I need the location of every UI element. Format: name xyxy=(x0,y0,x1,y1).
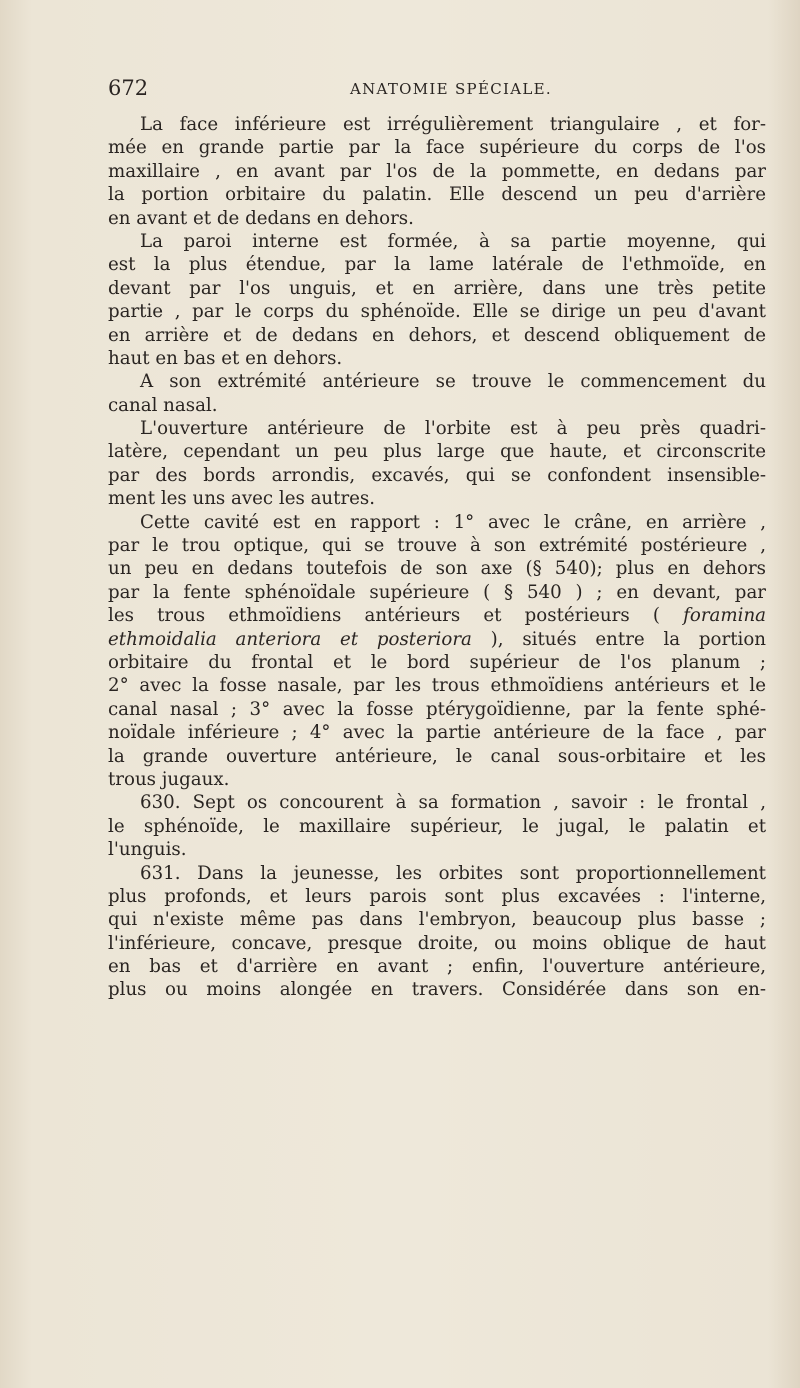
text-line: par la fente sphénoïdale supérieure ( § 540 ) ; en devant, par xyxy=(108,581,766,603)
text-line: La paroi interne est formée, à sa partie moyenne, qui xyxy=(140,230,766,252)
text-line: ethmoidalia anteriora et posteriora ), situés entre la portion xyxy=(108,628,766,650)
text-line: noïdale inférieure ; 4° avec la partie antérieure de la face , par xyxy=(108,722,766,744)
text-line: le sphénoïde, le maxillaire supérieur, le jugal, le palatin et xyxy=(108,815,766,837)
text-line: mée en grande partie par la face supérieure du corps de l'os xyxy=(108,137,766,159)
text-line: en avant et de dedans en dehors. xyxy=(108,207,414,229)
text-line: latère, cependant un peu plus large que haute, et circonscrite xyxy=(108,441,766,463)
text-line: qui n'existe même pas dans l'embryon, beaucoup plus basse ; xyxy=(108,909,766,931)
text-line: trous jugaux. xyxy=(108,768,230,790)
text-line: maxillaire , en avant par l'os de la pommette, en dedans par xyxy=(108,160,766,182)
text-line: la portion orbitaire du palatin. Elle descend un peu d'arrière xyxy=(108,184,766,206)
text-line: ment les uns avec les autres. xyxy=(108,488,376,510)
text-line: par le trou optique, qui se trouve à son extrémité postérieure , xyxy=(108,535,766,557)
page-number: 672 xyxy=(108,76,149,100)
text-line: L'ouverture antérieure de l'orbite est à peu près quadri- xyxy=(140,418,766,440)
text-line: les trous ethmoïdiens antérieurs et postérieurs ( foramina xyxy=(108,605,766,627)
text-line: la grande ouverture antérieure, le canal sous-orbitaire et les xyxy=(108,745,766,767)
text-line: 2° avec la fosse nasale, par les trous ethmoïdiens antérieurs et le xyxy=(108,675,766,697)
running-head: ANATOMIE SPÉCIALE. xyxy=(350,80,552,98)
text-line: en bas et d'arrière en avant ; enfin, l'ouverture antérieure, xyxy=(108,956,766,978)
text-line: canal nasal ; 3° avec la fosse ptérygoïdienne, par la fente sphé- xyxy=(108,698,766,720)
text-line: canal nasal. xyxy=(108,394,218,416)
text-line: est la plus étendue, par la lame latérale de l'ethmoïde, en xyxy=(108,254,766,276)
text-line: par des bords arrondis, excavés, qui se confondent insensible- xyxy=(108,464,766,486)
text-line: en arrière et de dedans en dehors, et descend obliquement de xyxy=(108,324,766,346)
text-line: 631. Dans la jeunesse, les orbites sont proportionnellement xyxy=(140,862,766,884)
text-line: orbitaire du frontal et le bord supérieur de l'os planum ; xyxy=(108,651,766,673)
text-line: La face inférieure est irrégulièrement triangulaire , et for- xyxy=(140,114,766,135)
text-line: l'unguis. xyxy=(108,839,187,861)
body-text xyxy=(108,113,766,1002)
text-line: Cette cavité est en rapport : 1° avec le crâne, en arrière , xyxy=(140,511,766,533)
text-line: plus profonds, et leurs parois sont plus excavées : l'interne, xyxy=(108,885,766,907)
text-line: l'inférieure, concave, presque droite, ou moins oblique de haut xyxy=(108,932,766,954)
text-line: partie , par le corps du sphénoïde. Elle se dirige un peu d'avant xyxy=(108,301,766,323)
text-line: un peu en dedans toutefois de son axe (§ 540); plus en dehors xyxy=(108,558,766,580)
text-line: A son extrémité antérieure se trouve le commencement du xyxy=(140,371,766,393)
text-line: haut en bas et en dehors. xyxy=(108,347,343,369)
page-header xyxy=(108,76,758,102)
text-line: devant par l'os unguis, et en arrière, dans une très petite xyxy=(108,277,766,299)
text-line: plus ou moins alongée en travers. Considérée dans son en- xyxy=(108,979,766,1001)
text-line: 630. Sept os concourent à sa formation , savoir : le frontal , xyxy=(140,792,766,814)
